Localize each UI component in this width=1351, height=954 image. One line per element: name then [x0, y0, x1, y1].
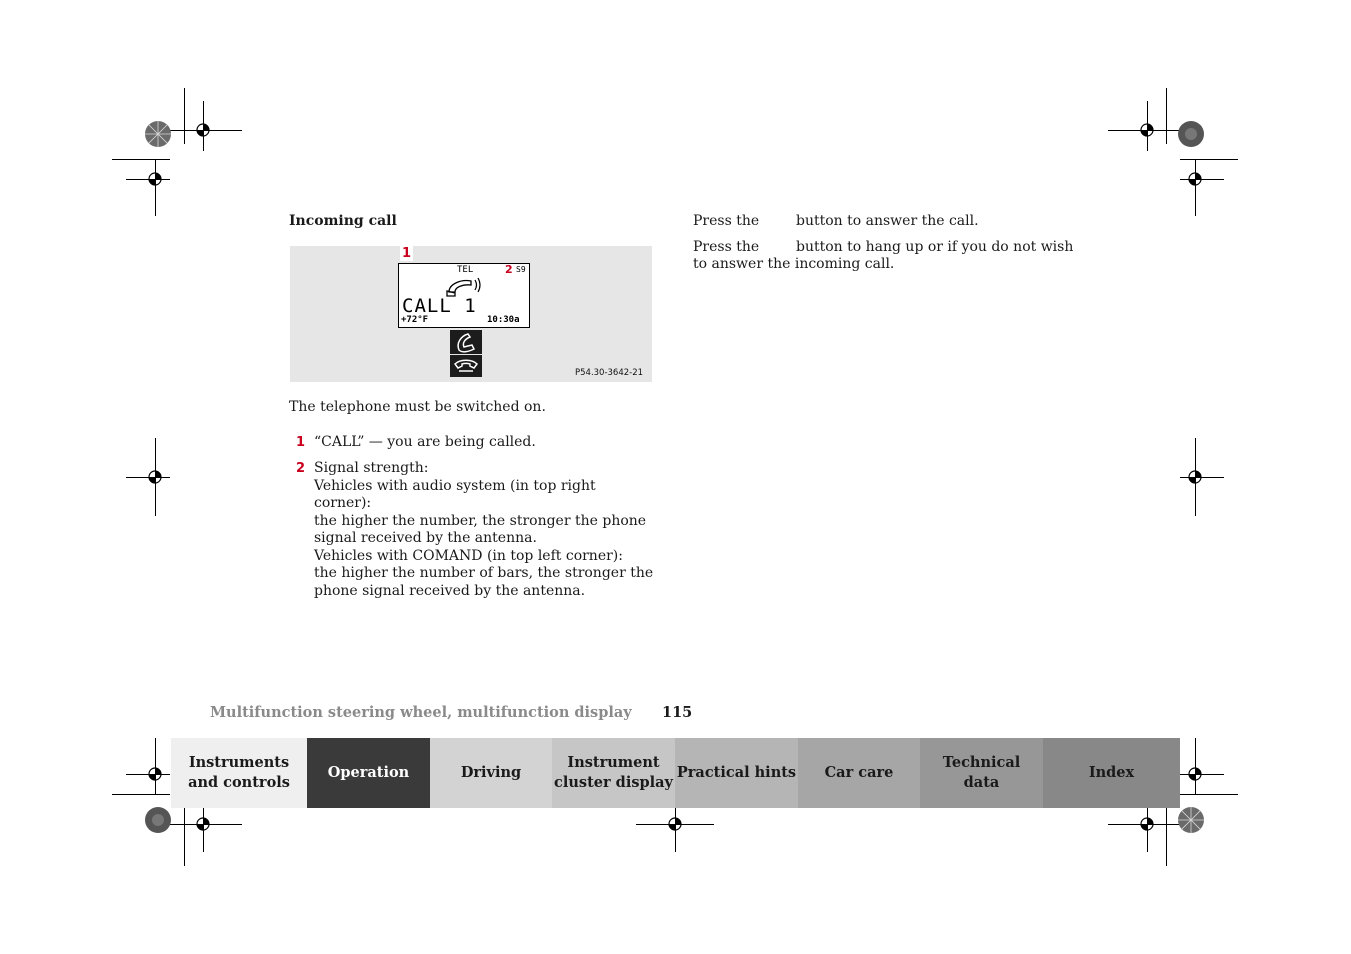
display-illustration [290, 246, 652, 382]
list-item-line: the higher the number, the stronger the phone [314, 512, 647, 529]
display-call-text: CALL 1 [402, 295, 477, 317]
registration-target-icon [1184, 466, 1206, 488]
list-item-line: Signal strength: [314, 460, 429, 476]
tab-operation[interactable]: Operation [307, 738, 430, 808]
answer-call-button-illustration [450, 330, 482, 354]
tab-technical-data[interactable]: Technical data [920, 738, 1043, 808]
hangup-instruction [693, 239, 759, 257]
print-rosette-icon [1177, 806, 1205, 834]
registration-target-icon [144, 763, 166, 785]
figure-code: P54.30-3642-21 [575, 368, 644, 378]
tab-practical-hints[interactable]: Practical hints [675, 738, 798, 808]
ringing-handset-icon [445, 275, 487, 297]
list-item-number: 2 [296, 461, 306, 476]
list-item-line: signal received by the antenna. [314, 530, 537, 546]
registration-target-icon [1136, 119, 1158, 141]
phone-hangup-icon [450, 355, 482, 377]
display-tel-label: TEL [457, 265, 474, 275]
hangup-prefix: Press the [693, 239, 760, 255]
registration-target-icon [192, 119, 214, 141]
chapter-title: Multifunction steering wheel, multifunction display [210, 704, 632, 721]
registration-target-icon [144, 168, 166, 190]
list-item-text [314, 460, 654, 600]
list-item-line: Vehicles with audio system (in top right corner): [314, 477, 596, 511]
display-time: 10:30a [487, 315, 520, 325]
phone-pickup-icon [450, 330, 482, 354]
print-rosette-icon [144, 806, 172, 834]
registration-target-icon [1184, 763, 1206, 785]
callout-2: 2 [505, 263, 513, 276]
answer-instruction [693, 213, 759, 231]
list-item-number: 1 [296, 435, 306, 450]
callout-1: 1 [402, 246, 412, 261]
registration-target-icon [192, 813, 214, 835]
list-item-line: the higher the number of bars, the stronger the [314, 565, 654, 581]
multifunction-display [398, 263, 530, 328]
hang-up-button-illustration [450, 355, 482, 377]
answer-instruction-rest: button to answer the call. [796, 213, 979, 229]
registration-target-icon [1136, 813, 1158, 835]
tab-index[interactable]: Index [1043, 738, 1180, 808]
print-rosette-icon [144, 120, 172, 148]
hangup-instruction-cont: to answer the incoming call. [693, 256, 895, 272]
registration-target-icon [144, 466, 166, 488]
display-temperature: +72°F [401, 315, 429, 325]
tab-instrument-cluster-display[interactable]: Instrument cluster display [552, 738, 675, 808]
registration-target-icon [664, 813, 686, 835]
hangup-instruction-rest: button to hang up or if you do not wish [796, 239, 1074, 255]
section-heading: Incoming call [289, 213, 397, 229]
answer-prefix: Press the [693, 213, 760, 229]
tab-driving[interactable]: Driving [430, 738, 552, 808]
print-rosette-icon [1177, 120, 1205, 148]
display-signal-strength: S9 [516, 265, 526, 274]
list-item-line: phone signal received by the antenna. [314, 582, 586, 599]
list-item-text: “CALL” — you are being called. [314, 434, 536, 450]
intro-text: The telephone must be switched on. [289, 399, 546, 415]
registration-target-icon [1184, 168, 1206, 190]
tab-car-care[interactable]: Car care [798, 738, 920, 808]
tab-instruments-and-controls[interactable]: Instruments and controls [171, 738, 307, 808]
list-item-line: Vehicles with COMAND (in top left corner): [314, 547, 623, 564]
page-number: 115 [662, 704, 693, 721]
